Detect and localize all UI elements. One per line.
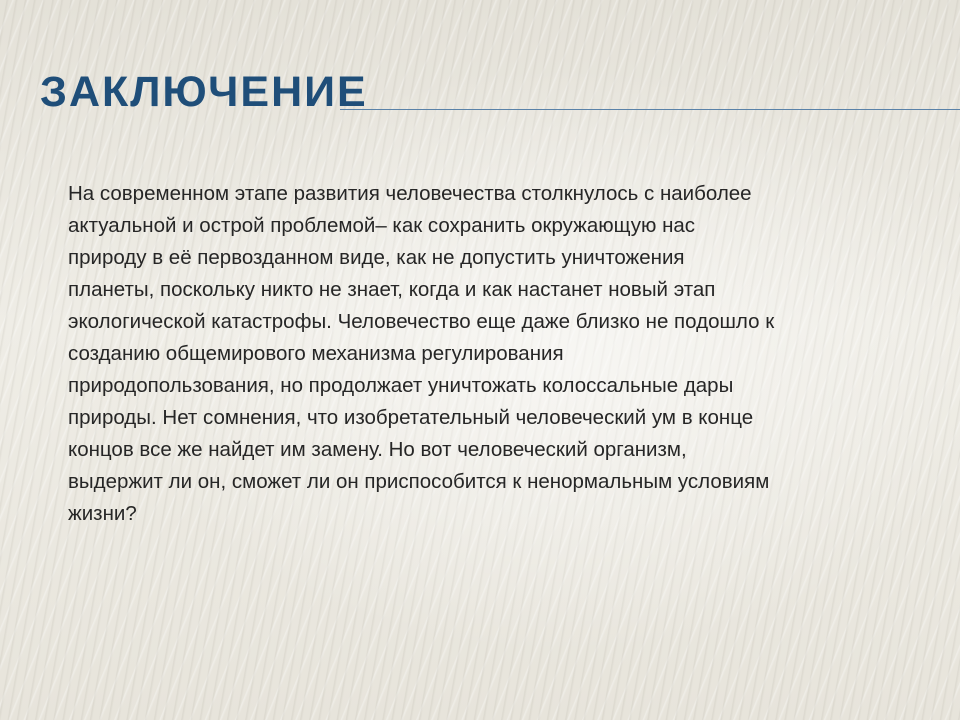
slide-body-text: На современном этапе развития человечества столкнулось с наиболее актуальной и острой проблемой– как сохранить окружающую нас природу в её первозданном виде, как не допустить уничтожения планеты, поскольку никто не знает, когда и как настанет новый этап экологической катастрофы. Человечество еще даже близко не подошло к созданию общемирового механизма регулирования природопользования, но продолжает уничтожать колоссальные дары природы. Нет сомнения, что изобретательный человеческий ум в конце концов все же найдет им замену. Но вот человеческий организм, выдержит ли он, сможет ли он приспособится к ненормальным условиям жизни? [68,182,775,525]
slide-title: ЗАКЛЮЧЕНИЕ [40,68,368,116]
title-underline [340,109,960,110]
title-area [40,62,960,122]
